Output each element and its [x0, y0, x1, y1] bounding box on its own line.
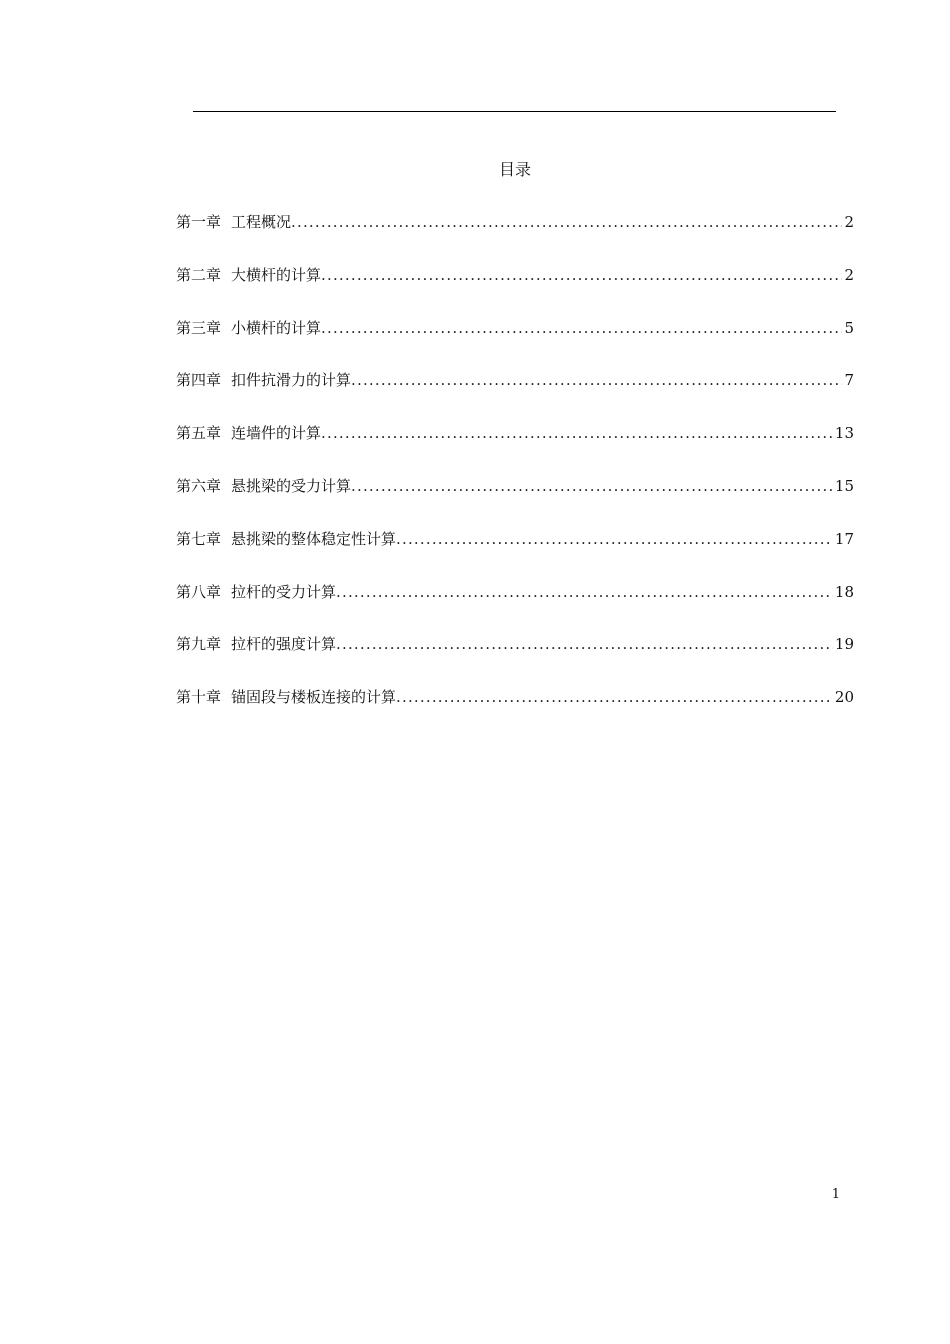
- toc-dot-leader: [351, 369, 842, 391]
- toc-page-number: 2: [844, 213, 854, 231]
- toc-entry-title: 悬挑梁的整体稳定性计算: [231, 529, 397, 548]
- toc-page-number: 2: [844, 265, 854, 284]
- toc-entry[interactable]: [176, 581, 854, 634]
- page-number: 1: [831, 1187, 840, 1202]
- toc-page-number: 20: [834, 688, 854, 707]
- toc-dot-leader: [321, 317, 842, 339]
- toc-entry[interactable]: [176, 369, 854, 422]
- toc-chapter-label: 第六章: [176, 476, 222, 495]
- toc-entry[interactable]: [176, 317, 854, 370]
- toc-dot-leader: [396, 528, 833, 550]
- toc-page-number: 13: [834, 424, 854, 443]
- toc-entry-title: 扣件抗滑力的计算: [231, 371, 352, 390]
- toc-chapter-label: 第三章: [176, 318, 222, 337]
- table-of-contents: [176, 211, 854, 739]
- toc-entry[interactable]: [176, 528, 854, 581]
- toc-dot-leader: [336, 633, 833, 655]
- toc-page-number: 18: [834, 582, 854, 601]
- toc-chapter-label: 第一章: [176, 213, 222, 231]
- toc-dot-leader: [291, 211, 842, 233]
- toc-page-number: 5: [844, 318, 854, 337]
- toc-chapter-label: 第二章: [176, 265, 222, 284]
- toc-dot-leader: [321, 264, 842, 286]
- toc-entry-title: 锚固段与楼板连接的计算: [231, 688, 397, 707]
- toc-entry-title: 悬挑梁的受力计算: [231, 476, 352, 495]
- toc-dot-leader: [351, 475, 833, 497]
- toc-entry[interactable]: [176, 686, 854, 739]
- toc-chapter-label: 第七章: [176, 529, 222, 548]
- toc-entry-title: 拉杆的受力计算: [231, 582, 337, 601]
- toc-dot-leader: [396, 686, 833, 708]
- toc-entry[interactable]: [176, 633, 854, 686]
- toc-page-number: 15: [834, 476, 854, 495]
- toc-chapter-label: 第九章: [176, 635, 222, 654]
- toc-title: 目录: [498, 160, 531, 179]
- toc-entry-title: 大横杆的计算: [231, 265, 322, 284]
- toc-page-number: 19: [834, 635, 854, 654]
- toc-dot-leader: [321, 422, 833, 444]
- toc-chapter-label: 第五章: [176, 424, 222, 443]
- toc-entry[interactable]: [176, 264, 854, 317]
- toc-entry[interactable]: [176, 422, 854, 475]
- toc-entry-title: 小横杆的计算: [231, 318, 322, 337]
- header-rule: [193, 111, 836, 112]
- toc-entry-title: 拉杆的强度计算: [231, 635, 337, 654]
- toc-chapter-label: 第八章: [176, 582, 222, 601]
- toc-entry[interactable]: [176, 475, 854, 528]
- toc-chapter-label: 第四章: [176, 371, 222, 390]
- toc-entry-title: 工程概况: [231, 213, 292, 231]
- toc-dot-leader: [336, 581, 833, 603]
- toc-page-number: 17: [834, 529, 854, 548]
- toc-page-number: 7: [844, 371, 854, 390]
- toc-chapter-label: 第十章: [176, 688, 222, 707]
- toc-entry[interactable]: [176, 211, 854, 264]
- toc-entry-title: 连墙件的计算: [231, 424, 322, 443]
